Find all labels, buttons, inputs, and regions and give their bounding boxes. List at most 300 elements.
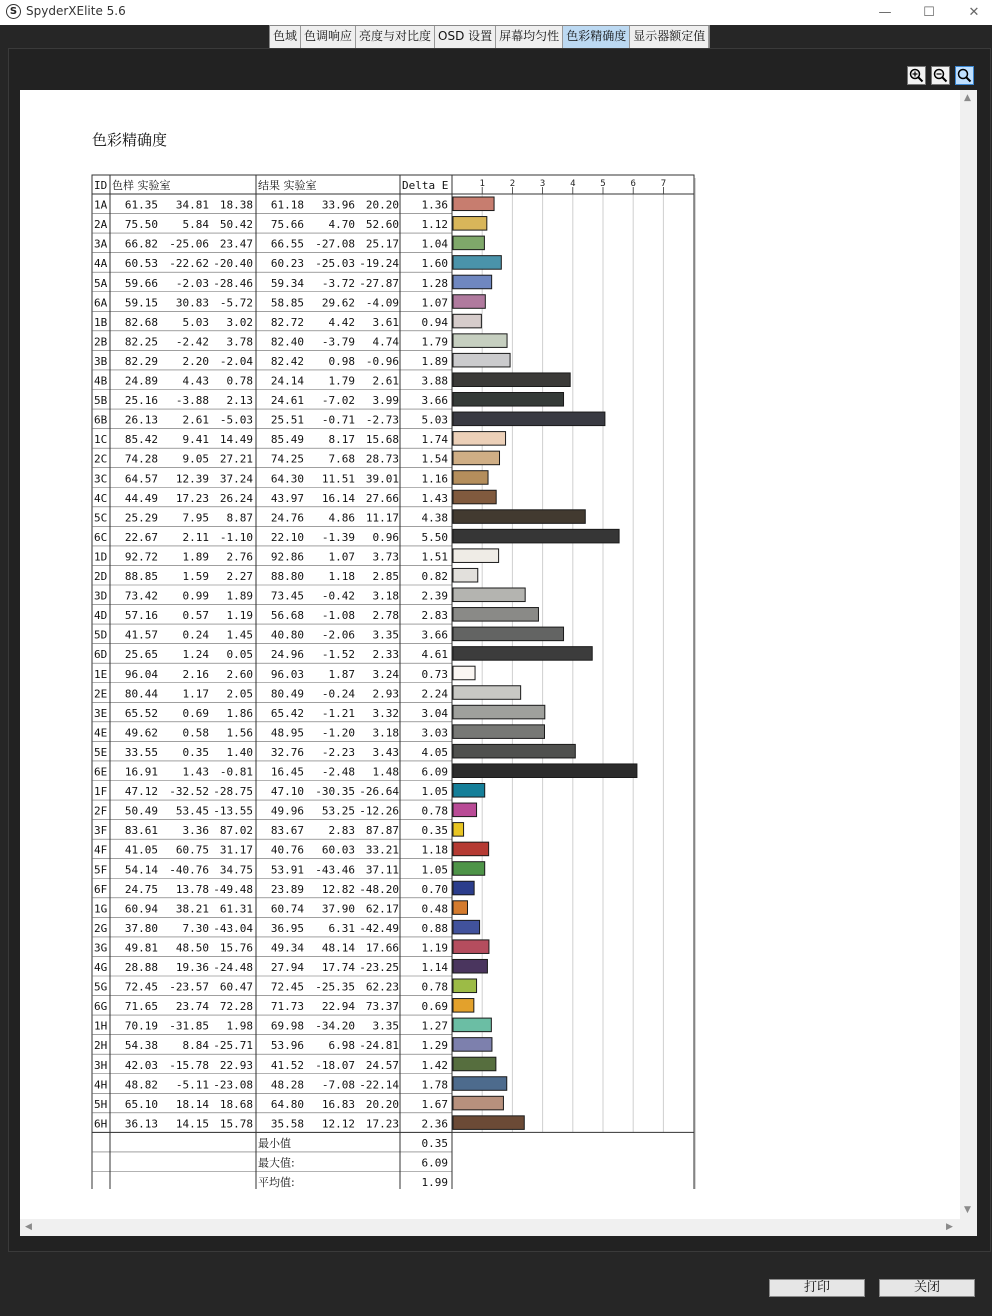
delta-e-value: 3.88 <box>421 374 448 388</box>
delta-e-value: 1.43 <box>421 491 448 505</box>
delta-e-bar <box>453 979 477 993</box>
patch-id: 4C <box>94 491 108 505</box>
sample-lab-value: 0.99 <box>182 589 209 603</box>
sample-lab-value: 5.84 <box>182 218 209 232</box>
tab-color-gamut[interactable]: 色域 <box>270 26 301 48</box>
scroll-right-icon[interactable]: ▶ <box>946 1222 953 1232</box>
result-lab-value: 60.23 <box>270 257 304 271</box>
result-lab-value: 24.57 <box>365 1058 399 1072</box>
result-lab-value: -4.09 <box>365 296 399 310</box>
sample-lab-value: 75.50 <box>124 218 158 232</box>
patch-id: 2F <box>94 804 108 818</box>
patch-id: 4A <box>94 257 108 271</box>
patch-id: 4B <box>94 374 108 388</box>
delta-e-bar <box>453 373 570 387</box>
result-lab-value: 3.18 <box>372 726 399 740</box>
result-lab-value: -43.46 <box>315 863 355 877</box>
delta-e-bar <box>453 920 480 934</box>
patch-id: 1A <box>94 198 108 212</box>
result-lab-value: 3.18 <box>372 589 399 603</box>
result-lab-value: 87.87 <box>365 824 399 838</box>
sample-lab-value: 26.13 <box>124 413 158 427</box>
x-tick-label: 4 <box>570 179 576 189</box>
sample-lab-value: -20.40 <box>213 257 253 271</box>
sample-lab-value: 17.23 <box>175 491 209 505</box>
sample-lab-value: 1.89 <box>182 550 209 564</box>
delta-e-value: 1.51 <box>421 550 448 564</box>
sample-lab-value: 2.27 <box>226 570 253 583</box>
delta-e-value: 0.35 <box>421 824 448 838</box>
sample-lab-value: 14.15 <box>175 1117 209 1131</box>
print-button[interactable]: 打印 <box>769 1279 865 1297</box>
sample-lab-value: -3.88 <box>175 394 209 408</box>
result-lab-value: 22.94 <box>321 1000 355 1014</box>
sample-lab-value: 9.05 <box>182 452 209 466</box>
sample-lab-value: 34.75 <box>219 863 253 877</box>
sample-lab-value: 54.14 <box>124 863 158 877</box>
sample-lab-value: 37.80 <box>124 921 158 935</box>
delta-e-value: 2.39 <box>421 589 448 603</box>
result-lab-value: -30.35 <box>315 785 355 799</box>
delta-e-value: 4.05 <box>421 745 448 759</box>
sample-lab-value: -24.48 <box>213 961 253 974</box>
result-lab-value: 33.96 <box>321 198 355 212</box>
delta-e-bar <box>453 236 484 250</box>
result-lab-value: 1.18 <box>328 570 355 583</box>
delta-e-bar <box>453 744 575 758</box>
patch-id: 3G <box>94 941 108 955</box>
horizontal-scrollbar[interactable] <box>20 1219 960 1236</box>
patch-id: 5H <box>94 1097 108 1111</box>
scroll-down-icon[interactable]: ▼ <box>964 1205 971 1215</box>
sample-lab-value: 8.87 <box>226 511 253 525</box>
summary-value: 6.09 <box>421 1156 448 1170</box>
patch-id: 1D <box>94 550 108 564</box>
delta-e-value: 6.09 <box>421 765 448 779</box>
result-lab-value: 69.98 <box>270 1019 304 1033</box>
result-lab-value: 22.10 <box>270 530 304 544</box>
result-lab-value: 35.58 <box>270 1117 304 1131</box>
delta-e-value: 0.78 <box>421 804 448 818</box>
sample-lab-value: 34.81 <box>175 198 209 212</box>
delta-e-value: 4.38 <box>421 511 448 525</box>
delta-e-value: 0.70 <box>421 882 448 896</box>
patch-id: 3C <box>94 472 108 486</box>
result-lab-value: 64.80 <box>270 1097 304 1111</box>
result-lab-value: 48.14 <box>321 941 355 955</box>
result-lab-value: 82.42 <box>270 354 304 368</box>
sample-lab-value: 1.89 <box>226 589 253 603</box>
delta-e-value: 1.74 <box>421 433 448 447</box>
delta-e-bar <box>453 412 605 426</box>
result-lab-value: 48.28 <box>270 1078 304 1092</box>
result-lab-value: 24.61 <box>270 394 304 408</box>
summary-value: 0.35 <box>421 1136 448 1150</box>
patch-id: 3A <box>94 237 108 251</box>
scroll-left-icon[interactable]: ◀ <box>25 1222 32 1232</box>
close-window-button[interactable]: ✕ <box>968 5 980 20</box>
sample-lab-value: 87.02 <box>219 824 253 838</box>
result-lab-value: 11.51 <box>321 472 355 486</box>
sample-lab-value: 82.68 <box>124 315 158 329</box>
sample-lab-value: -49.48 <box>213 882 253 896</box>
result-lab-value: 33.21 <box>365 843 399 857</box>
result-lab-value: 3.99 <box>372 394 399 408</box>
patch-id: 2G <box>94 921 108 935</box>
delta-e-value: 2.24 <box>421 687 448 701</box>
result-lab-value: -2.73 <box>365 413 399 427</box>
result-lab-value: 27.94 <box>270 961 304 974</box>
result-lab-value: 74.25 <box>270 452 304 466</box>
result-lab-value: 32.76 <box>270 745 304 759</box>
sample-lab-value: 16.91 <box>124 765 158 779</box>
result-lab-value: 24.76 <box>270 511 304 525</box>
scroll-up-icon[interactable]: ▲ <box>964 93 971 103</box>
result-lab-value: -19.24 <box>359 257 399 271</box>
patch-id: 1B <box>94 315 108 329</box>
result-lab-value: -48.20 <box>359 882 399 896</box>
result-lab-value: 0.96 <box>372 530 399 544</box>
result-lab-value: 83.67 <box>270 824 304 838</box>
header-id: ID <box>94 179 108 192</box>
result-lab-value: 80.49 <box>270 687 304 701</box>
result-lab-value: 37.90 <box>321 902 355 916</box>
delta-e-value: 0.94 <box>421 315 448 329</box>
delta-e-bar <box>453 334 507 348</box>
patch-id: 6E <box>94 765 108 779</box>
delta-e-bar <box>453 314 481 328</box>
result-lab-value: 3.73 <box>372 550 399 564</box>
result-lab-value: 85.49 <box>270 433 304 447</box>
result-lab-value: 2.61 <box>372 374 399 388</box>
result-lab-value: 1.48 <box>372 765 399 779</box>
header-delta-e: Delta E <box>402 179 449 192</box>
sample-lab-value: 59.66 <box>124 276 158 290</box>
sample-lab-value: -13.55 <box>213 804 253 818</box>
result-lab-value: 62.17 <box>365 902 399 916</box>
tab-bar <box>0 25 992 48</box>
sample-lab-value: -22.62 <box>169 257 209 271</box>
patch-id: 1C <box>94 433 108 447</box>
x-tick-label: 7 <box>660 179 667 189</box>
delta-e-value: 3.66 <box>421 394 448 408</box>
sample-lab-value: 0.57 <box>182 609 209 623</box>
result-lab-value: 92.86 <box>270 550 304 564</box>
sample-lab-value: 25.65 <box>124 648 158 662</box>
sample-lab-value: 3.02 <box>226 315 253 329</box>
delta-e-value: 3.04 <box>421 706 448 720</box>
sample-lab-value: 15.76 <box>219 941 253 955</box>
tab-color-accuracy[interactable]: 色彩精确度 <box>563 26 630 48</box>
patch-id: 5E <box>94 745 108 759</box>
result-lab-value: 96.03 <box>270 667 304 681</box>
result-lab-value: 65.42 <box>270 706 304 720</box>
result-lab-value: 53.96 <box>270 1039 304 1053</box>
result-lab-value: 49.34 <box>270 941 304 955</box>
zoom-fit-button[interactable] <box>955 66 974 85</box>
sample-lab-value: 60.47 <box>219 980 253 994</box>
result-lab-value: 25.17 <box>365 237 399 251</box>
sample-lab-value: -25.71 <box>213 1039 253 1053</box>
sample-lab-value: 15.78 <box>219 1117 253 1131</box>
patch-id: 6H <box>94 1117 108 1131</box>
vertical-scrollbar[interactable] <box>960 90 977 1219</box>
sample-lab-value: 0.05 <box>226 648 253 662</box>
result-lab-value: 52.60 <box>365 218 399 232</box>
result-lab-value: 2.83 <box>328 824 355 838</box>
patch-id: 2D <box>94 570 108 583</box>
sample-lab-value: 61.35 <box>124 198 158 212</box>
delta-e-bar <box>453 471 488 485</box>
tab-monitor-rating[interactable]: 显示器额定值 <box>630 26 709 48</box>
result-lab-value: -0.42 <box>321 589 355 603</box>
sample-lab-value: 2.13 <box>226 394 253 408</box>
tab-tone-response[interactable]: 色调响应 <box>301 26 356 48</box>
sample-lab-value: 5.03 <box>182 315 209 329</box>
sample-lab-value: -15.78 <box>169 1058 209 1072</box>
sample-lab-value: 92.72 <box>124 550 158 564</box>
result-lab-value: -2.23 <box>321 745 355 759</box>
delta-e-value: 0.73 <box>421 667 448 681</box>
x-tick-label: 3 <box>539 179 546 189</box>
result-lab-value: 12.12 <box>321 1117 355 1131</box>
sample-lab-value: 3.78 <box>226 335 253 349</box>
delta-e-bar <box>453 451 500 465</box>
patch-id: 1G <box>94 902 108 916</box>
delta-e-value: 5.03 <box>421 413 448 427</box>
sample-lab-value: 0.35 <box>182 745 209 759</box>
result-lab-value: 3.32 <box>372 706 399 720</box>
result-lab-value: 8.17 <box>328 433 355 447</box>
delta-e-bar <box>453 588 525 602</box>
patch-id: 5C <box>94 511 108 525</box>
delta-e-bar <box>453 686 521 700</box>
result-lab-value: 41.52 <box>270 1058 304 1072</box>
sample-lab-value: -2.04 <box>219 354 253 368</box>
delta-e-bar <box>453 295 485 309</box>
delta-e-value: 0.69 <box>421 1000 448 1014</box>
tab-screen-uniformity[interactable]: 屏幕均匀性 <box>496 26 563 48</box>
result-lab-value: 3.35 <box>372 1019 399 1033</box>
sample-lab-value: 61.31 <box>219 902 253 916</box>
sample-lab-value: 50.49 <box>124 804 158 818</box>
result-lab-value: 3.61 <box>372 315 399 329</box>
result-lab-value: 75.66 <box>270 218 304 232</box>
scrollbar-corner <box>960 1219 977 1236</box>
result-lab-value: 2.93 <box>372 687 399 701</box>
sample-lab-value: 65.52 <box>124 706 158 720</box>
sample-lab-value: 96.04 <box>124 667 158 681</box>
sample-lab-value: -0.81 <box>219 765 253 779</box>
delta-e-bar <box>453 217 487 231</box>
result-lab-value: 4.70 <box>328 218 355 232</box>
sample-lab-value: 0.69 <box>182 706 209 720</box>
header-sample: 色样 实验室 <box>112 179 171 192</box>
delta-e-value: 1.27 <box>421 1019 448 1033</box>
patch-id: 4E <box>94 726 108 740</box>
patch-id: 1E <box>94 667 108 681</box>
sample-lab-value: 65.10 <box>124 1097 158 1111</box>
sample-lab-value: 1.86 <box>226 706 253 720</box>
sample-lab-value: 2.76 <box>226 550 253 564</box>
result-lab-value: -23.25 <box>359 961 399 974</box>
header-result: 结果 实验室 <box>258 179 317 192</box>
result-lab-value: 60.03 <box>321 843 355 857</box>
delta-e-bar <box>453 764 637 778</box>
patch-id: 2E <box>94 687 108 701</box>
sample-lab-value: 19.36 <box>175 961 209 974</box>
sample-lab-value: -2.03 <box>175 276 209 290</box>
sample-lab-value: -31.85 <box>169 1019 209 1033</box>
result-lab-value: 1.07 <box>328 550 355 564</box>
delta-e-bar <box>453 490 496 504</box>
zoom-out-button[interactable] <box>931 66 950 85</box>
delta-e-value: 1.29 <box>421 1039 448 1053</box>
sample-lab-value: 18.38 <box>219 198 253 212</box>
zoom-fit-icon <box>956 67 973 84</box>
sample-lab-value: -5.11 <box>175 1078 209 1092</box>
result-lab-value: 39.01 <box>365 472 399 486</box>
summary-label: 最小值 <box>258 1136 291 1150</box>
delta-e-bar <box>453 197 494 211</box>
result-lab-value: -25.35 <box>315 980 355 994</box>
delta-e-value: 1.67 <box>421 1097 448 1111</box>
sample-lab-value: 49.81 <box>124 941 158 955</box>
patch-id: 3E <box>94 706 108 720</box>
sample-lab-value: 1.17 <box>182 687 209 701</box>
sample-lab-value: 24.89 <box>124 374 158 388</box>
result-lab-value: -7.08 <box>321 1078 355 1092</box>
sample-lab-value: 44.49 <box>124 491 158 505</box>
sample-lab-value: 80.44 <box>124 687 158 701</box>
patch-id: 6A <box>94 296 108 310</box>
sample-lab-value: 25.16 <box>124 394 158 408</box>
delta-e-bar <box>453 568 478 582</box>
sample-lab-value: -25.06 <box>169 237 209 251</box>
sample-lab-value: -5.03 <box>219 413 253 427</box>
result-lab-value: 73.45 <box>270 589 304 603</box>
result-lab-value: -42.49 <box>359 921 399 935</box>
maximize-button[interactable]: ☐ <box>923 5 935 20</box>
delta-e-value: 1.19 <box>421 941 448 955</box>
sample-lab-value: 53.45 <box>175 804 209 818</box>
result-lab-value: 6.31 <box>328 921 355 935</box>
result-lab-value: -27.08 <box>315 237 355 251</box>
result-lab-value: -24.81 <box>359 1039 399 1053</box>
sample-lab-value: 23.74 <box>175 1000 209 1014</box>
delta-e-bar <box>453 647 592 661</box>
result-lab-value: -3.79 <box>321 335 355 349</box>
patch-id: 2B <box>94 335 108 349</box>
sample-lab-value: 37.24 <box>219 472 253 486</box>
sample-lab-value: 36.13 <box>124 1117 158 1131</box>
tab-brightness-contrast[interactable]: 亮度与对比度 <box>356 26 435 48</box>
close-button[interactable]: 关闭 <box>879 1279 975 1297</box>
sample-lab-value: 83.61 <box>124 824 158 838</box>
patch-id: 4F <box>94 843 108 857</box>
result-lab-value: 88.80 <box>270 570 304 583</box>
sample-lab-value: 85.42 <box>124 433 158 447</box>
sample-lab-value: 23.47 <box>219 237 253 251</box>
delta-e-bar <box>453 881 474 895</box>
sample-lab-value: 74.28 <box>124 452 158 466</box>
result-lab-value: -7.02 <box>321 394 355 408</box>
result-lab-value: 40.80 <box>270 628 304 642</box>
patch-id: 3D <box>94 589 108 603</box>
summary-value: 1.99 <box>421 1176 448 1189</box>
sample-lab-value: 41.57 <box>124 628 158 642</box>
delta-e-value: 2.36 <box>421 1117 448 1131</box>
sample-lab-value: 13.78 <box>175 882 209 896</box>
sample-lab-value: 1.40 <box>226 745 253 759</box>
result-lab-value: -0.71 <box>321 413 355 427</box>
patch-id: 1H <box>94 1019 108 1033</box>
zoom-in-button[interactable] <box>907 66 926 85</box>
result-lab-value: 48.95 <box>270 726 304 740</box>
delta-e-value: 1.54 <box>421 452 448 466</box>
delta-e-value: 5.50 <box>421 530 448 544</box>
patch-id: 4D <box>94 609 108 623</box>
delta-e-value: 0.88 <box>421 921 448 935</box>
result-lab-value: -25.03 <box>315 257 355 271</box>
delta-e-bar <box>453 823 464 837</box>
app-title: SpyderXElite 5.6 <box>26 4 126 18</box>
delta-e-bar <box>453 666 475 680</box>
delta-e-value: 0.82 <box>421 570 448 583</box>
result-lab-value: 1.87 <box>328 667 355 681</box>
sample-lab-value: 9.41 <box>182 433 209 447</box>
delta-e-bar <box>453 432 506 446</box>
patch-id: 6F <box>94 882 108 896</box>
sample-lab-value: 72.45 <box>124 980 158 994</box>
delta-e-bar <box>453 784 485 798</box>
result-lab-value: 49.96 <box>270 804 304 818</box>
delta-e-bar <box>453 1096 503 1110</box>
result-lab-value: 59.34 <box>270 276 304 290</box>
tab-osd-settings[interactable]: OSD 设置 <box>435 26 496 48</box>
sample-lab-value: 7.95 <box>182 511 209 525</box>
result-lab-value: 20.20 <box>365 198 399 212</box>
sample-lab-value: 73.42 <box>124 589 158 603</box>
result-lab-value: 82.40 <box>270 335 304 349</box>
patch-id: 3F <box>94 824 108 838</box>
sample-lab-value: 60.53 <box>124 257 158 271</box>
delta-e-bar <box>453 1057 496 1071</box>
result-lab-value: 28.73 <box>365 452 399 466</box>
patch-id: 6D <box>94 648 108 662</box>
delta-e-value: 1.04 <box>421 237 448 251</box>
minimize-button[interactable]: — <box>878 5 892 20</box>
color-accuracy-table <box>90 173 696 1189</box>
result-lab-value: 29.62 <box>321 296 355 310</box>
sample-lab-value: 66.82 <box>124 237 158 251</box>
sample-lab-value: -23.08 <box>213 1078 253 1092</box>
delta-e-value: 1.14 <box>421 961 448 974</box>
sample-lab-value: -43.04 <box>213 921 253 935</box>
result-lab-value: 2.85 <box>372 570 399 583</box>
result-lab-value: 72.45 <box>270 980 304 994</box>
sample-lab-value: 27.21 <box>219 452 253 466</box>
sample-lab-value: -1.10 <box>219 530 253 544</box>
patch-id: 4G <box>94 961 108 974</box>
patch-id: 3B <box>94 354 108 368</box>
result-lab-value: 7.68 <box>328 452 355 466</box>
sample-lab-value: 50.42 <box>219 218 253 232</box>
result-lab-value: -1.39 <box>321 530 355 544</box>
patch-id: 5B <box>94 394 108 408</box>
delta-e-bar <box>453 803 477 817</box>
result-lab-value: 25.51 <box>270 413 304 427</box>
